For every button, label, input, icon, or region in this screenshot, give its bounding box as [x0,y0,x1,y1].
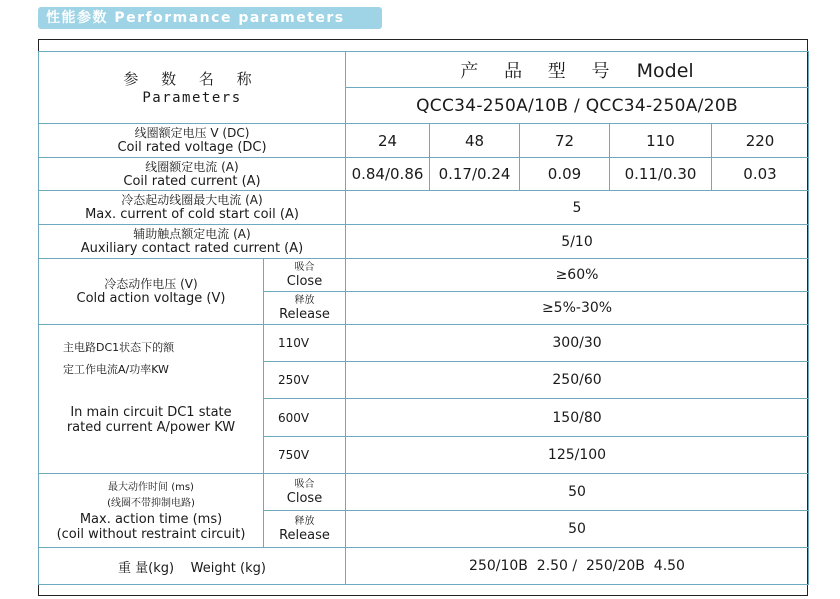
cold-start-label-cn: 冷态起动线圈最大电流 (A) [121,193,263,207]
action-time-close-label [264,474,346,511]
dc1-voltage: 250V [264,362,346,399]
cold-action-label [39,259,264,325]
release-cn: 释放 [294,515,315,527]
action-time-cn2: (线圈不带抑制电路) [107,497,195,509]
parameters-header-en: Parameters [142,89,242,106]
dc1-label-cn2: 定工作电流A/功率KW [63,363,169,376]
model-header [346,52,809,88]
cold-action-close-value: ≥60% [346,259,809,292]
cold-action-release-label [264,292,346,325]
close-cn: 吸合 [294,261,315,273]
cold-action-label-cn: 冷态动作电压 (V) [104,277,198,291]
dc1-label-cn1: 主电路DC1状态下的额 [63,341,175,354]
dc1-label [39,325,264,474]
release-en: Release [279,306,330,322]
aux-label-en: Auxiliary contact rated current (A) [80,241,304,256]
performance-table [38,51,809,585]
dc1-label-en2: rated current A/power KW [66,420,236,435]
voltage-label-en: Coil rated voltage (DC) [117,140,267,155]
action-time-label [39,474,264,548]
model-header-cn: 产 品 型 号 [460,60,620,82]
model-code: QCC34-250A/10B / QCC34-250A/20B [346,88,809,124]
voltage-value: 24 [346,124,430,158]
current-value: 0.09 [520,158,610,191]
action-time-close-value: 50 [346,474,809,511]
current-value: 0.11/0.30 [610,158,712,191]
current-label [39,158,346,191]
dc1-value: 125/100 [346,437,809,474]
cold-start-label-en: Max. current of cold start coil (A) [85,207,299,222]
voltage-value: 48 [430,124,520,158]
dc1-label-en1: In main circuit DC1 state [70,405,232,420]
aux-value: 5/10 [346,225,809,259]
dc1-voltage: 750V [264,437,346,474]
action-time-en1: Max. action time (ms) [79,511,223,527]
dc1-value: 250/60 [346,362,809,399]
current-label-cn: 线圈额定电流 (A) [145,159,239,174]
voltage-label [39,124,346,158]
table-row [39,124,809,158]
cold-action-close-label [264,259,346,292]
voltage-value: 72 [520,124,610,158]
current-value: 0.84/0.86 [346,158,430,191]
close-en: Close [286,273,323,289]
dc1-voltage: 110V [264,325,346,362]
table-row [39,158,809,191]
action-time-en2: (coil without restraint circuit) [56,526,246,542]
voltage-value: 220 [712,124,809,158]
release-en: Release [279,527,330,543]
parameters-header [39,52,346,124]
cold-start-value: 5 [346,191,809,225]
action-time-release-label [264,511,346,548]
dc1-value: 150/80 [346,399,809,437]
weight-value: 250/10B 2.50 / 250/20B 4.50 [346,548,809,585]
action-time-release-value: 50 [346,511,809,548]
header-row-1 [39,52,809,88]
aux-label [39,225,346,259]
weight-label: 重 量(kg) Weight (kg) [39,548,346,585]
table-row [39,325,809,362]
table-row [39,225,809,259]
cold-action-release-value: ≥5%-30% [346,292,809,325]
close-cn: 吸合 [294,478,315,490]
cold-start-label [39,191,346,225]
cold-action-label-en: Cold action voltage (V) [76,291,226,306]
model-header-en: Model [636,59,694,82]
current-label-en: Coil rated current (A) [123,173,261,189]
parameters-header-cn: 参 数 名 称 [123,69,261,88]
current-value: 0.03 [712,158,809,191]
aux-label-cn: 辅助触点额定电流 (A) [133,227,251,241]
section-banner: 性能参数 Performance parameters [38,7,382,29]
current-value: 0.17/0.24 [430,158,520,191]
close-en: Close [286,490,323,506]
voltage-label-cn: 线圈额定电压 V (DC) [134,126,250,140]
table-row [39,259,809,292]
table-row [39,474,809,511]
dc1-voltage: 600V [264,399,346,437]
table-row [39,548,809,585]
action-time-cn1: 最大动作时间 (ms) [108,481,194,493]
table-row [39,191,809,225]
dc1-value: 300/30 [346,325,809,362]
voltage-value: 110 [610,124,712,158]
release-cn: 释放 [294,294,315,306]
